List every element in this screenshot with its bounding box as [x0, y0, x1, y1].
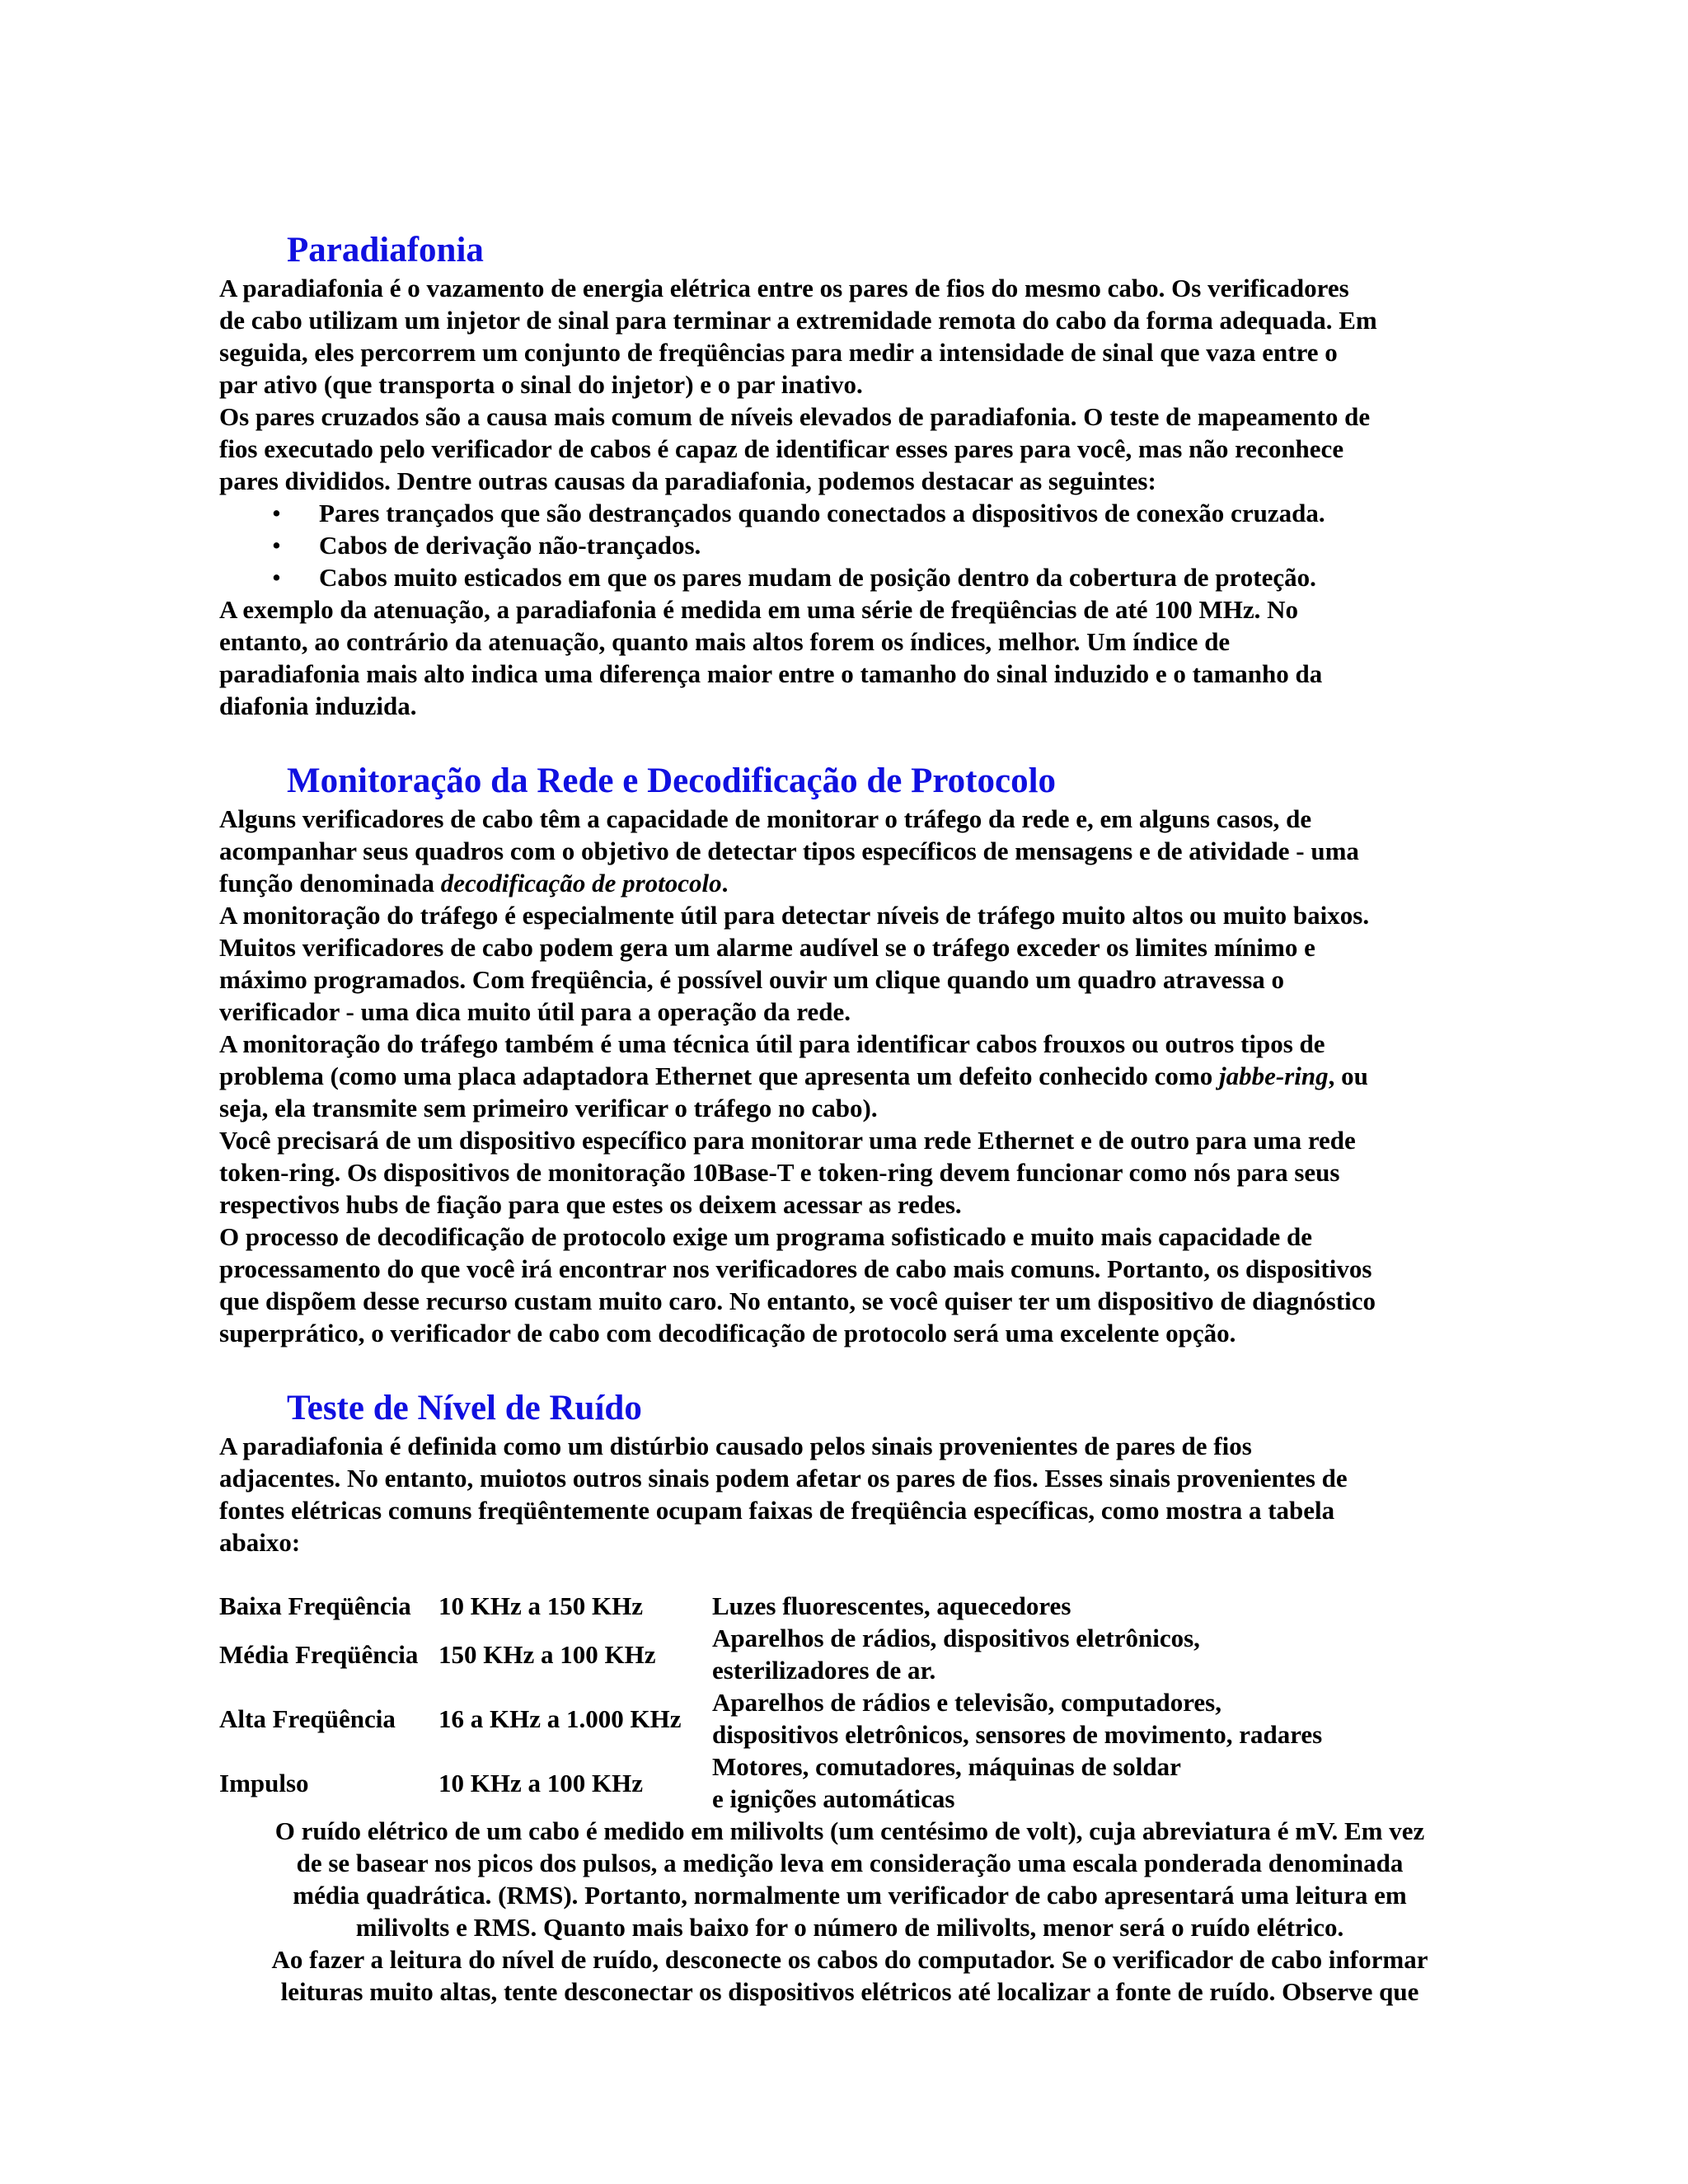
text-line: fontes elétricas comuns freqüêntemente ocupam faixas de freqüência específicas, como mostra a tabela [219, 1496, 1335, 1525]
text-line: Os pares cruzados são a causa mais comum de níveis elevados de paradiafonia. O teste de mapeamento de [219, 402, 1371, 431]
text-line [219, 867, 1480, 899]
table-row [219, 1590, 1454, 1622]
text-line: A exemplo da atenuação, a paradiafonia é medida em uma série de freqüências de até 100 MHz. No [219, 595, 1299, 624]
text-line: O ruído elétrico de um cabo é medido em milivolts (um centésimo de volt), cuja abreviatura é mV. Em vez [274, 1816, 1425, 1845]
text-line: Muitos verificadores de cabo podem gera um alarme audível se o tráfego exceder os limites mínimo e [219, 933, 1315, 962]
text-line: seja, ela transmite sem primeiro verificar o tráfego no cabo). [219, 1094, 878, 1122]
list-item-text: Cabos muito esticados em que os pares mudam de posição dentro da cobertura de proteção. [319, 563, 1316, 592]
text-line: Aparelhos de rádios e televisão, computadores, [712, 1688, 1221, 1717]
text-line: paradiafonia mais alto indica uma diferença maior entre o tamanho do sinal induzido e o tamanho da [219, 659, 1323, 688]
text-fragment: problema (como uma placa adaptadora Ethernet que apresenta um defeito conhecido como [219, 1062, 1219, 1090]
text-line: Motores, comutadores, máquinas de soldar [712, 1752, 1181, 1781]
text-line: fios executado pelo verificador de cabos é capaz de identificar esses pares para você, mas não reconhece [219, 434, 1344, 463]
paragraph [219, 1943, 1480, 2008]
text-line: dispositivos eletrônicos, sensores de movimento, radares [712, 1720, 1323, 1749]
paragraph [219, 1124, 1480, 1221]
list-item-text: Pares trançados que são destrançados quando conectados a dispositivos de conexão cruzada. [319, 499, 1325, 527]
table-row [219, 1750, 1454, 1815]
paragraph [219, 1028, 1480, 1124]
text-line: O processo de decodificação de protocolo exige um programa sofisticado e muito mais capacidade de [219, 1222, 1312, 1251]
text-line: A monitoração do tráfego também é uma técnica útil para identificar cabos frouxos ou outros tipos de [219, 1029, 1325, 1058]
paragraph [219, 899, 1480, 1028]
text-line: leituras muito altas, tente desconectar os dispositivos elétricos até localizar a fonte de ruído. Observe que [280, 1977, 1419, 2006]
table-cell-range: 16 a KHz a 1.000 KHz [438, 1704, 682, 1733]
text-line: média quadrática. (RMS). Portanto, normalmente um verificador de cabo apresentará uma leitura em [293, 1881, 1407, 1910]
section-title-paradiafonia: Paradiafonia [287, 231, 484, 269]
text-line: esterilizadores de ar. [712, 1656, 936, 1685]
bullet-icon: • [272, 531, 281, 560]
table-cell-band: Alta Freqüência [219, 1704, 396, 1733]
text-line: milivolts e RMS. Quanto mais baixo for o número de milivolts, menor será o ruído elétrico. [355, 1913, 1344, 1942]
text-line: de cabo utilizam um injetor de sinal para terminar a extremidade remota do cabo da forma adequada. Em [219, 306, 1377, 335]
paragraph [219, 1815, 1480, 1943]
text-line: de se basear nos picos dos pulsos, a medição leva em consideração uma escala ponderada denominada [296, 1849, 1404, 1877]
text-line: processamento do que você irá encontrar nos verificadores de cabo mais comuns. Portanto, os dispositivos [219, 1254, 1372, 1283]
list-item [219, 497, 1480, 529]
text-fragment: . [721, 869, 729, 898]
table-row [219, 1622, 1454, 1686]
document-page [219, 229, 1480, 2008]
text-fragment: função denominada [219, 869, 441, 898]
table-cell-sources [712, 1622, 1454, 1686]
paragraph [219, 272, 1480, 401]
table-cell-band: Média Freqüência [219, 1639, 419, 1669]
paragraph [219, 1221, 1480, 1349]
italic-term: jabbe-ring [1218, 1062, 1329, 1090]
frequency-table [219, 1590, 1454, 1815]
text-line: Você precisará de um dispositivo específico para monitorar uma rede Ethernet e de outro para uma rede [219, 1126, 1356, 1155]
text-line: A paradiafonia é definida como um distúrbio causado pelos sinais provenientes de pares de fios [219, 1432, 1252, 1460]
text-line: pares divididos. Dentre outras causas da paradiafonia, podemos destacar as seguintes: [219, 466, 1156, 495]
table-cell-sources [712, 1590, 1454, 1622]
text-line: token-ring. Os dispositivos de monitoração 10Base-T e token-ring devem funcionar como nós para seus [219, 1158, 1340, 1187]
text-line: adjacentes. No entanto, muiotos outros sinais podem afetar os pares de fios. Esses sinais provenientes de [219, 1464, 1348, 1493]
paragraph [219, 1430, 1480, 1558]
list-item [219, 529, 1480, 561]
table-cell-range: 10 KHz a 100 KHz [438, 1768, 643, 1797]
text-fragment: , ou [1328, 1062, 1368, 1090]
text-line: Alguns verificadores de cabo têm a capacidade de monitorar o tráfego da rede e, em alguns casos, de [219, 804, 1312, 833]
text-line [219, 1060, 1480, 1092]
text-line: verificador - uma dica muito útil para a operação da rede. [219, 997, 851, 1026]
text-line: abaixo: [219, 1528, 301, 1557]
text-line: Luzes fluorescentes, aquecedores [712, 1591, 1071, 1620]
paragraph [219, 593, 1480, 722]
text-line: diafonia induzida. [219, 691, 417, 720]
bullet-icon: • [272, 563, 281, 592]
table-row [219, 1686, 1454, 1750]
text-line: e ignições automáticas [712, 1784, 955, 1813]
text-line: máximo programados. Com freqüência, é possível ouvir um clique quando um quadro atravessa o [219, 965, 1285, 994]
table-cell-band: Baixa Freqüência [219, 1591, 411, 1620]
table-cell-range: 150 KHz a 100 KHz [438, 1639, 656, 1669]
table-cell-sources [712, 1686, 1454, 1750]
paragraph [219, 401, 1480, 497]
bullet-list [219, 497, 1480, 593]
text-line: entanto, ao contrário da atenuação, quanto mais altos forem os índices, melhor. Um índice de [219, 627, 1231, 656]
text-line: Ao fazer a leitura do nível de ruído, desconecte os cabos do computador. Se o verificador de cabo informar [271, 1945, 1428, 1974]
table-cell-range: 10 KHz a 150 KHz [438, 1591, 643, 1620]
bullet-icon: • [272, 499, 281, 527]
list-item-text: Cabos de derivação não-trançados. [319, 531, 701, 560]
text-line: A paradiafonia é o vazamento de energia elétrica entre os pares de fios do mesmo cabo. Os verificadores [219, 274, 1349, 302]
italic-term: decodificação de protocolo [440, 869, 722, 898]
text-line: par ativo (que transporta o sinal do injetor) e o par inativo. [219, 370, 863, 399]
text-line: respectivos hubs de fiação para que estes os deixem acessar as redes. [219, 1190, 962, 1219]
list-item [219, 561, 1480, 593]
text-line: seguida, eles percorrem um conjunto de freqüências para medir a intensidade de sinal que vaza entre o [219, 338, 1338, 367]
text-line: Aparelhos de rádios, dispositivos eletrônicos, [712, 1624, 1200, 1652]
text-line: que dispõem desse recurso custam muito caro. No entanto, se você quiser ter um dispositivo de diagnóstico [219, 1286, 1376, 1315]
text-line: acompanhar seus quadros com o objetivo de detectar tipos específicos de mensagens e de atividade - uma [219, 837, 1359, 865]
text-line: A monitoração do tráfego é especialmente útil para detectar níveis de tráfego muito altos ou muito baixos. [219, 901, 1370, 930]
text-line: superprático, o verificador de cabo com decodificação de protocolo será uma excelente opção. [219, 1319, 1236, 1347]
paragraph [219, 803, 1480, 899]
section-title-monitoracao: Monitoração da Rede e Decodificação de Protocolo [287, 762, 1057, 800]
table-cell-sources [712, 1750, 1454, 1815]
table-cell-band: Impulso [219, 1768, 309, 1797]
section-title-teste-ruido: Teste de Nível de Ruído [287, 1389, 642, 1427]
